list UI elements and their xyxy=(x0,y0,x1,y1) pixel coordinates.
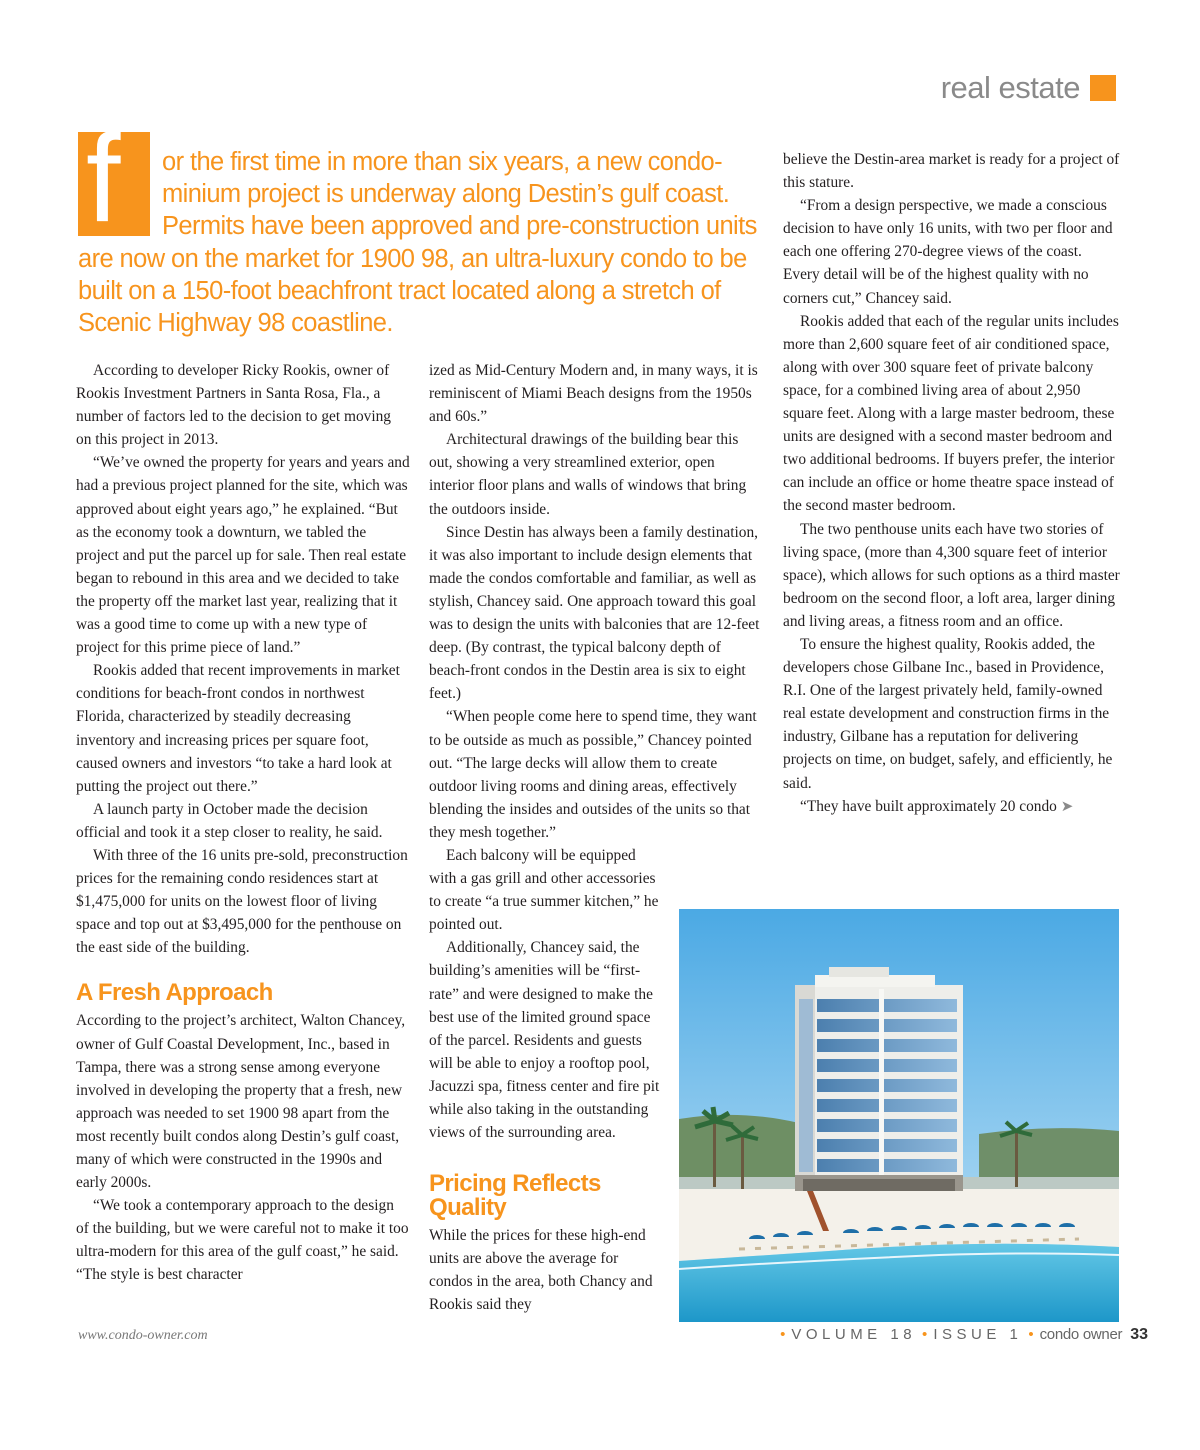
page-number: 33 xyxy=(1130,1326,1148,1343)
paragraph: “When people come here to spend time, they want to be outside as much as possible,” Chancey pointed out. “The large decks will allow them to create outdoor living rooms and dining areas, effectively blending the insides and outsides of the units so that they mesh together.” xyxy=(429,708,757,841)
paragraph: Architectural drawings of the building bear this out, showing a very streamlined exterior, open interior floor plans and walls of windows that bring the outdoors inside. xyxy=(429,431,747,518)
paragraph: believe the Destin-area market is ready for a project of this stature. xyxy=(783,151,1120,192)
footer-website-url: www.condo-owner.com xyxy=(78,1328,208,1343)
paragraph: ized as Mid-Century Modern and, in many ways, it is reminiscent of Miami Beach designs from the 1950s and 60s.” xyxy=(429,362,758,426)
building-rendering-image xyxy=(679,909,1119,1322)
paragraph: While the prices for these high-end units are above the average for condos in the area, both Chancy and Rookis said they xyxy=(429,1227,653,1314)
intro-paragraph xyxy=(78,132,768,339)
paragraph: Rookis added that each of the regular units includes more than 2,600 square feet of air conditioned space, along with over 300 square feet of private balcony space, for a combined living area of about 2,950 square feet. Along with a large master bedroom, these units are designed with a second master bedroom and two additional bedrooms. If buyers prefer, the interior can include an office or home theatre space instead of the second master bedroom. xyxy=(783,312,1119,515)
paragraph: According to developer Ricky Rookis, owner of Rookis Investment Partners in Santa Rosa, Fla., a number of factors led to the decision to get moving on this project in 2013. xyxy=(76,362,392,449)
bullet-icon: • xyxy=(1028,1326,1034,1343)
section-tag xyxy=(941,68,1116,108)
article-column-3 xyxy=(783,148,1120,818)
paragraph: “We’ve owned the property for years and years and had a previous project planned for the site, which was approved about eight years ago,” he explained. “But as the economy took a downturn, we tabled the project and put the parcel up for sale. Then real estate began to rebound in this area and we decided to take the property off the market last year, realizing that it was a good time to come up with a new type of project for this prime piece of land.” xyxy=(76,454,410,657)
paragraph: With three of the 16 units pre-sold, preconstruction prices for the remaining condo residences start at $1,475,000 for units on the lowest floor of living space and top out at $3,495,000 for the penthouse on the east side of the building. xyxy=(76,846,408,957)
paragraph: According to the project’s architect, Walton Chancey, owner of Gulf Coastal Development, Inc., based in Tampa, there was a strong sense among everyone involved in developing the property that a fresh, new approach was needed to set 1900 98 apart from the most recently built condos along Destin’s gulf coast, many of which were constructed in the 1990s and early 2000s. xyxy=(76,1012,406,1192)
paragraph: Since Destin has always been a family destination, it was also important to include design elements that made the condos comfortable and familiar, as well as stylish, Chancey said. One approach toward this goal was to design the units with balconies that are 12-feet deep. (By contrast, the typical balcony depth of beach-front condos in the Destin area is six to eight feet.) xyxy=(429,523,760,703)
continue-arrow-icon: ➤ xyxy=(1060,796,1074,815)
dropcap xyxy=(78,132,150,236)
dropcap-letter: f xyxy=(86,132,120,236)
paragraph: Each balcony will be equipped with a gas grill and other accessories to create “a true summer kitchen,” he pointed out. xyxy=(429,846,659,934)
subhead-fresh-approach: A Fresh Approach xyxy=(76,979,273,1007)
subhead-line: Pricing Reflects xyxy=(429,1170,601,1198)
footer-issue: ISSUE 1 xyxy=(933,1326,1023,1343)
paragraph: Rookis added that recent improvements in market conditions for beach-front condos in northwest Florida, characterized by steadily decreasing inventory and increasing prices per square foot, caused owners and investors “to take a hard look at putting the project out there.” xyxy=(76,662,400,795)
paragraph-text: “They have built approximately 20 condo xyxy=(800,797,1057,815)
intro-text: or the first time in more than six years, a new condominium project is underway along Destin’s gulf coast. Permits have been approved and pre-construction units are now on the market for 1900 98, an ultra-luxury condo to be built on a 150-foot beachfront tract located along a stretch of Scenic Highway 98 coastline. xyxy=(78,148,757,338)
paragraph: “We took a contemporary approach to the design of the building, but we were careful not to make it too ultra-modern for this area of the gulf coast,” he said. “The style is best character xyxy=(76,1197,409,1284)
paragraph: “From a design perspective, we made a conscious decision to have only 16 units, with two per floor and each one offering 270-degree views of the coast. Every detail will be of the highest quality with no corners cut,” Chancey said. xyxy=(783,197,1113,307)
paragraph: The two penthouse units each have two stories of living space, (more than 4,300 square feet of interior space), which allows for such options as a third master bedroom on the second floor, a loft area, larger dining and living areas, a fitness room and an office. xyxy=(783,520,1120,630)
bullet-icon: • xyxy=(922,1326,928,1343)
building-rendering-svg xyxy=(679,909,1119,1322)
article-column-1 xyxy=(76,359,410,1287)
paragraph: A launch party in October made the decision official and took it a step closer to reality, he said. xyxy=(76,800,383,841)
section-square-icon xyxy=(1090,75,1116,101)
bullet-icon: • xyxy=(780,1326,786,1343)
paragraph: Additionally, Chancey said, the building’s amenities will be “first-rate” and were designed to make the best use of the limited ground space of the parcel. Residents and guests will be able to enjoy a rooftop pool, Jacuzzi spa, fitness center and fire pit while also taking in the outstanding views of the surrounding area. xyxy=(429,939,660,1142)
paragraph: To ensure the highest quality, Rookis added, the developers chose Gilbane Inc., based in Providence, R.I. One of the largest privately held, family-owned real estate development and construction firms in the industry, Gilbane has a reputation for delivering projects on time, on budget, safely, and efficiently, he said. xyxy=(783,635,1113,792)
narrow-text-block xyxy=(429,844,661,1317)
footer-volume: VOLUME 18 xyxy=(791,1326,917,1343)
paragraph-continued xyxy=(783,795,1120,818)
footer-issue-info xyxy=(774,1326,1148,1344)
section-label: real estate xyxy=(940,70,1080,105)
subhead-line: Quality xyxy=(429,1194,507,1222)
footer-magazine-name: condo owner xyxy=(1039,1326,1123,1343)
subhead-pricing-reflects-quality xyxy=(429,1172,661,1220)
